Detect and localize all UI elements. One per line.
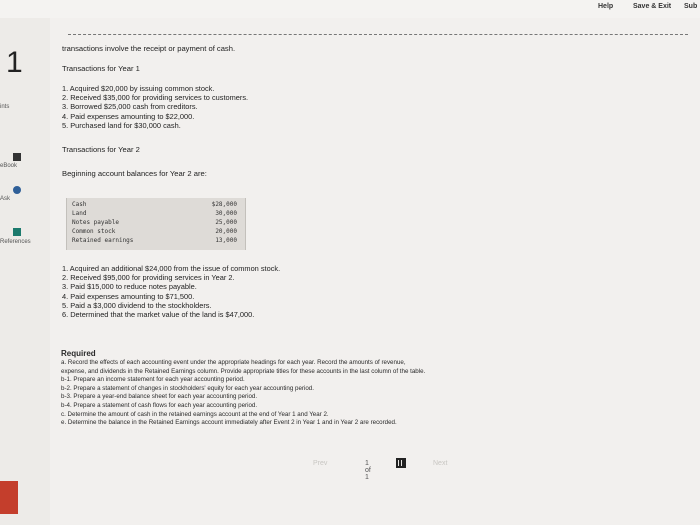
list-item: 2. Received $95,000 for providing services in Year 2.	[62, 273, 235, 283]
ebook-icon	[13, 153, 21, 161]
submit-link[interactable]: Sub	[684, 3, 698, 10]
year1-heading: Transactions for Year 1	[62, 64, 140, 73]
account-label: Land	[72, 210, 87, 217]
ask-icon	[13, 186, 21, 194]
prev-button[interactable]: Prev	[313, 460, 328, 467]
account-label: Notes payable	[72, 219, 119, 226]
grid-icon[interactable]	[396, 458, 406, 468]
pagination	[313, 460, 448, 481]
question-sidebar	[0, 18, 51, 525]
year1-transactions	[62, 84, 248, 130]
list-item: 5. Paid a $3,000 dividend to the stockholders.	[62, 300, 212, 310]
required-items	[61, 359, 581, 428]
account-label: Common stock	[72, 228, 116, 235]
list-item: 4. Paid expenses amounting to $71,500.	[62, 291, 195, 301]
references-link[interactable]: References	[0, 239, 31, 245]
required-item: c. Determine the amount of cash in the retained earnings account at the end of Year 1 and Year 2.	[61, 410, 329, 418]
required-item: a. Record the effects of each accounting event under the appropriate headings for each year. Record the amounts of revenue,	[61, 359, 406, 366]
question-number: 1	[6, 46, 23, 79]
balances-heading: Beginning account balances for Year 2 are:	[62, 169, 207, 178]
ebook-link[interactable]: eBook	[0, 163, 18, 169]
section-divider	[68, 34, 688, 35]
red-side-tab[interactable]	[0, 481, 18, 514]
points-label: ints	[0, 104, 10, 110]
required-section	[61, 349, 581, 428]
beginning-balances-table	[66, 198, 246, 250]
required-item: e. Determine the balance in the Retained Earnings account immediately after Event 2 in Year 1 and in Year 2 are recorded.	[61, 419, 397, 427]
required-item: b-4. Prepare a statement of cash flows for each year accounting period.	[61, 401, 258, 409]
required-item: b-3. Prepare a year-end balance sheet for each year accounting period.	[61, 393, 258, 401]
required-item: b-1. Prepare an income statement for each year accounting period.	[61, 376, 245, 384]
references-icon	[13, 228, 21, 236]
ask-link[interactable]: Ask	[0, 196, 11, 202]
account-label: Cash	[72, 201, 87, 208]
help-link[interactable]: Help	[598, 3, 614, 10]
list-item: 4. Paid expenses amounting to $22,000.	[62, 111, 195, 121]
list-item: 2. Received $35,000 for providing services to customers.	[62, 93, 249, 103]
top-bar	[0, 0, 700, 19]
account-value: $28,000	[211, 201, 237, 208]
list-item: 3. Paid $15,000 to reduce notes payable.	[62, 282, 197, 292]
save-exit-link[interactable]: Save & Exit	[633, 3, 672, 10]
account-value: 13,000	[215, 237, 237, 244]
list-item: 6. Determined that the market value of the land is $47,000.	[62, 310, 255, 320]
year2-heading: Transactions for Year 2	[62, 145, 140, 154]
account-value: 20,000	[215, 228, 237, 235]
page-info: 1 of 1	[365, 460, 371, 481]
account-label: Retained earnings	[72, 237, 134, 244]
account-value: 25,000	[215, 219, 237, 226]
intro-text: transactions involve the receipt or payment of cash.	[62, 44, 236, 53]
required-item: expense, and dividends in the Retained Earnings column. Provide appropriate titles for these accounts in the last column of the table.	[61, 367, 426, 375]
account-value: 30,000	[215, 210, 237, 217]
list-item: 5. Purchased land for $30,000 cash.	[62, 120, 181, 130]
year2-transactions	[62, 264, 280, 319]
list-item: 1. Acquired an additional $24,000 from the issue of common stock.	[62, 264, 281, 273]
next-button[interactable]: Next	[433, 460, 448, 467]
list-item: 3. Borrowed $25,000 cash from creditors.	[62, 102, 198, 112]
required-title: Required	[61, 349, 96, 358]
required-item: b-2. Prepare a statement of changes in stockholders' equity for each year accounting period.	[61, 384, 314, 392]
list-item: 1. Acquired $20,000 by issuing common stock.	[62, 84, 215, 93]
